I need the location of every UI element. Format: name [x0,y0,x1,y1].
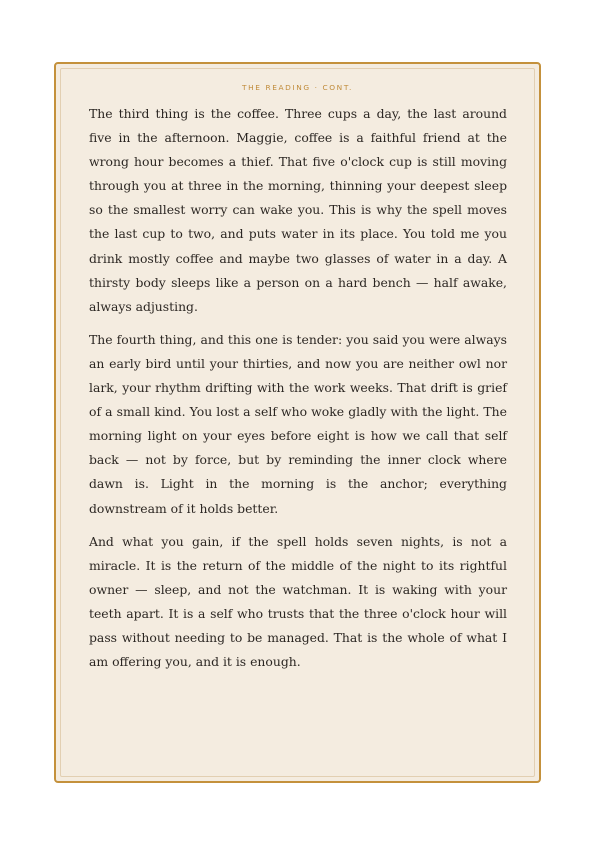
reading-body [89,102,507,683]
section-header: THE READING · CONT. [241,83,354,92]
page-card [54,62,541,783]
paragraph-coffee: The third thing is the coffee. Three cups a day, the last around five in the afternoon. Maggie, coffee is a faithful friend at the wrong hour becomes a thief. That five o'clock cup is still moving through you at three in the morning, thinning your deepest sleep so the smallest worry can wake you. This is why the spell moves the last cup to two, and puts water in its place. You told me you drink mostly coffee and maybe two glasses of water in a day. A thirsty body sleeps like a person on a hard bench — half awake, always adjusting. [89,106,507,314]
paragraph-what-you-gain: And what you gain, if the spell holds seven nights, is not a miracle. It is the return of the middle of the night to its rightful owner — sleep, and not the watchman. It is waking with your teeth apart. It is a self who trusts that the three o'clock hour will pass without needing to be managed. That is the whole of what I am offering you, and it is enough. [89,533,507,670]
paragraph-morning-light: The fourth thing, and this one is tender: you said you were always an early bird until your thirties, and now you are neither owl nor lark, your rhythm drifting with the work weeks. That drift is grief of a small kind. You lost a self who woke gladly with the light. The morning light on your eyes before eight is how we call that self back — not by force, but by reminding the inner clock where dawn is. Light in the morning is the anchor; everything downstream of it holds better. [89,331,507,516]
